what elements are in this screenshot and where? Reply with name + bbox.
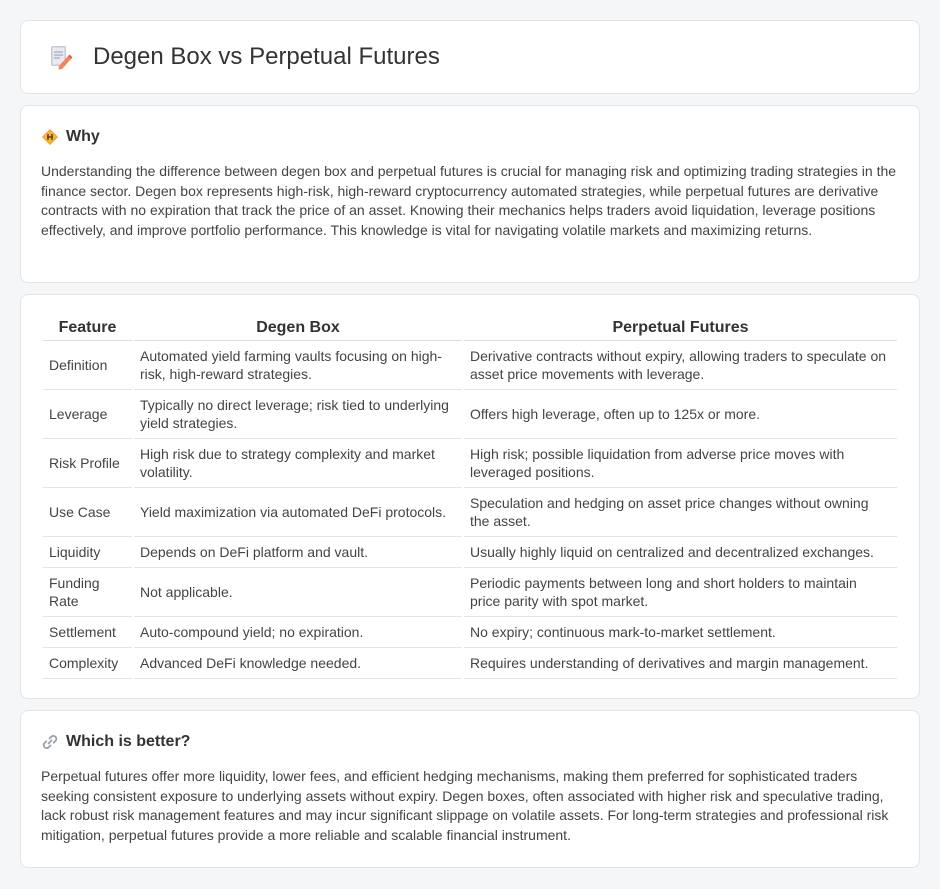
why-section [20, 105, 920, 283]
comparison-table [41, 313, 899, 679]
feature-cell: Funding Rate [43, 568, 132, 617]
table-row [43, 439, 897, 488]
feature-cell: Use Case [43, 488, 132, 537]
table-row [43, 537, 897, 568]
which-is-better-section [20, 710, 920, 868]
why-paragraph: Understanding the difference between degen box and perpetual futures is crucial for managing risk and optimizing trading strategies in the finance sector. Degen box represents high-risk, high-reward cryptocurrency automated strategies, while perpetual futures are derivative contracts with no expiration that track the price of an asset. Knowing their mechanics helps traders avoid liquidation, leverage positions effectively, and improve portfolio performance. This knowledge is vital for navigating volatile markets and maximizing returns. [41, 163, 897, 238]
why-heading [41, 128, 899, 146]
feature-cell: Complexity [43, 648, 132, 679]
degen-box-cell: Advanced DeFi knowledge needed. [134, 648, 462, 679]
degen-box-cell: Typically no direct leverage; risk tied to underlying yield strategies. [134, 390, 462, 439]
better-title: Which is better? [66, 733, 191, 750]
better-paragraph: Perpetual futures offer more liquidity, lower fees, and efficient hedging mechanisms, making them preferred for sophisticated traders seeking consistent exposure to underlying assets without expiry. Degen boxes, often associated with higher risk and speculative trading, lack robust risk management features and may incur significant slippage on volatile assets. For long-term strategies and professional risk mitigation, perpetual futures provide a more reliable and scalable financial instrument. [41, 768, 889, 843]
perpetual-futures-cell: High risk; possible liquidation from adverse price moves with leveraged positions. [464, 439, 897, 488]
perpetual-futures-cell: No expiry; continuous mark-to-market settlement. [464, 617, 897, 648]
feature-cell: Definition [43, 341, 132, 390]
document-pencil-icon [47, 44, 73, 70]
table-row [43, 488, 897, 537]
feature-cell: Risk Profile [43, 439, 132, 488]
degen-box-cell: Yield maximization via automated DeFi protocols. [134, 488, 462, 537]
header-card [20, 20, 920, 94]
feature-cell: Settlement [43, 617, 132, 648]
degen-box-cell: High risk due to strategy complexity and market volatility. [134, 439, 462, 488]
perpetual-futures-cell: Speculation and hedging on asset price changes without owning the asset. [464, 488, 897, 537]
perpetual-futures-cell: Usually highly liquid on centralized and decentralized exchanges. [464, 537, 897, 568]
degen-box-cell: Auto-compound yield; no expiration. [134, 617, 462, 648]
comparison-card [20, 294, 920, 699]
table-row [43, 341, 897, 390]
perpetual-futures-cell: Offers high leverage, often up to 125x or more. [464, 390, 897, 439]
degen-box-cell: Depends on DeFi platform and vault. [134, 537, 462, 568]
table-row [43, 568, 897, 617]
perpetual-futures-cell: Derivative contracts without expiry, allowing traders to speculate on asset price movements with leverage. [464, 341, 897, 390]
column-header: Degen Box [134, 313, 462, 341]
feature-cell: Liquidity [43, 537, 132, 568]
better-heading [41, 733, 899, 751]
table-row [43, 617, 897, 648]
why-title: Why [66, 128, 100, 145]
perpetual-futures-cell: Requires understanding of derivatives and margin management. [464, 648, 897, 679]
degen-box-cell: Automated yield farming vaults focusing on high-risk, high-reward strategies. [134, 341, 462, 390]
degen-box-cell: Not applicable. [134, 568, 462, 617]
table-row [43, 648, 897, 679]
link-icon [41, 733, 59, 751]
warning-sign-icon [41, 128, 59, 146]
table-header-row [43, 313, 897, 341]
table-row [43, 390, 897, 439]
feature-cell: Leverage [43, 390, 132, 439]
column-header: Feature [43, 313, 132, 341]
perpetual-futures-cell: Periodic payments between long and short holders to maintain price parity with spot market. [464, 568, 897, 617]
page-title: Degen Box vs Perpetual Futures [93, 43, 440, 70]
column-header: Perpetual Futures [464, 313, 897, 341]
